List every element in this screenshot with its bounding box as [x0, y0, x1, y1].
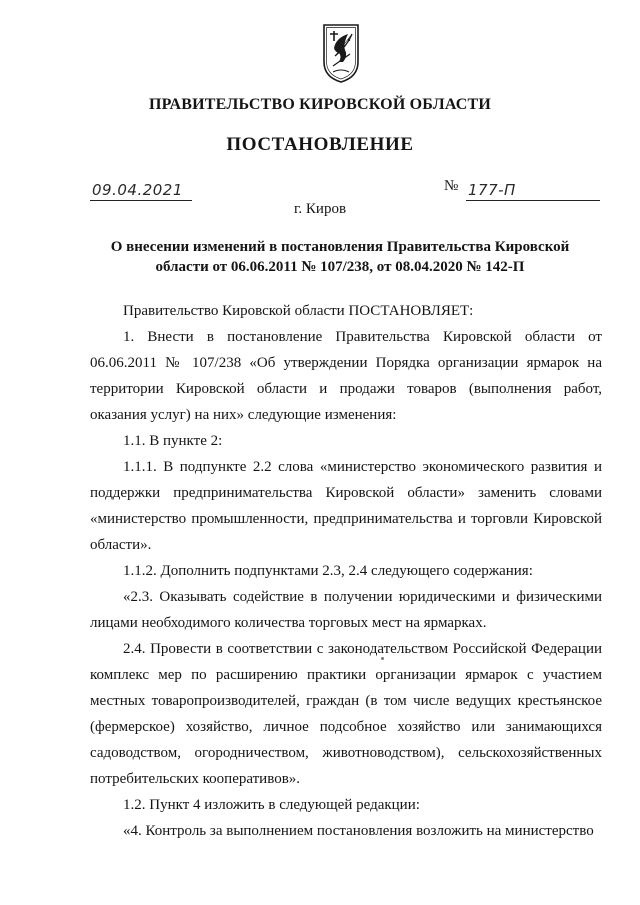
government-name: ПРАВИТЕЛЬСТВО КИРОВСКОЙ ОБЛАСТИ — [148, 96, 492, 113]
document-body — [90, 298, 602, 844]
date-value: 09.04.2021 — [92, 181, 183, 199]
scan-mark — [381, 657, 384, 660]
document-type: ПОСТАНОВЛЕНИЕ — [226, 134, 414, 155]
number-value: 177-П — [468, 181, 516, 199]
paragraph-item-1-1-1: 1.1.1. В подпункте 2.2 слова «министерство экономического развития и поддержки предпринимательства Кировской области» заменить словами «министерство промышленности, предпринимательства и торговли Кировской области». — [90, 459, 602, 553]
number-field — [466, 176, 600, 201]
paragraph-subitem-2-3: «2.3. Оказывать содействие в получении юридическими и физическими лицами необходимого количества торговых мест на ярмарках. — [90, 589, 602, 631]
paragraph-item-1: 1. Внести в постановление Правительства Кировской области от 06.06.2011 № 107/238 «Об утверждении Порядка организации ярмарок на территории Кировской области и продажи товаров (выполнения работ, оказания услуг) на них» следующие изменения: — [90, 329, 602, 423]
paragraph-item-4-quote: «4. Контроль за выполнением постановления возложить на министерство — [123, 823, 594, 839]
date-field — [90, 176, 192, 201]
paragraph-item-1-2: 1.2. Пункт 4 изложить в следующей редакции: — [123, 797, 420, 813]
paragraph-preamble: Правительство Кировской области ПОСТАНОВЛЯЕТ: — [123, 303, 474, 319]
subject-line-2: области от 06.06.2011 № 107/238, от 08.04.2020 № 142-П — [155, 259, 525, 275]
paragraph-subitem-2-4: 2.4. Провести в соответствии с законодательством Российской Федерации комплекс мер по расширению практики организации ярмарок с участием местных товаропроизводителей, граждан (в том числе ведущих крестьянское (фермерское) хозяйство, личное подсобное хозяйство или занимающихся садоводством, огородничеством, животноводством), сельскохозяйственных потребительских кооперативов». — [90, 641, 602, 787]
subject-line-1: О внесении изменений в постановления Правительства Кировской — [110, 239, 570, 255]
document-subject — [100, 237, 580, 277]
number-sign: № — [444, 178, 459, 194]
kirov-oblast-coat-of-arms-icon — [321, 22, 361, 84]
city: г. Киров — [293, 201, 347, 217]
paragraph-item-1-1-2: 1.1.2. Дополнить подпунктами 2.3, 2.4 следующего содержания: — [123, 563, 533, 579]
paragraph-item-1-1: 1.1. В пункте 2: — [123, 433, 223, 449]
